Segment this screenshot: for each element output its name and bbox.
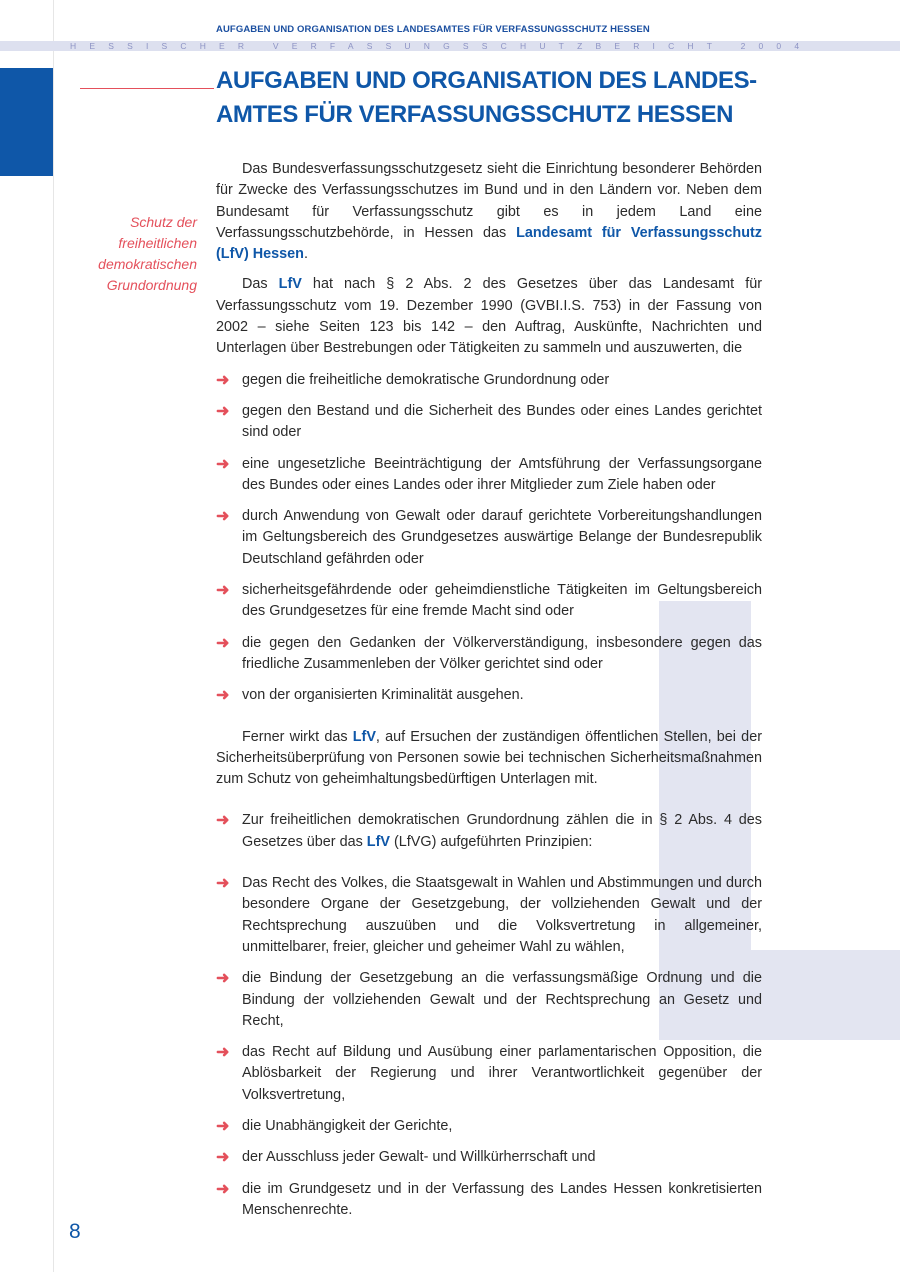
arrow-right-icon: ➜ bbox=[216, 508, 230, 526]
list-item-text: der Ausschluss jeder Gewalt- und Willkürherrschaft und bbox=[242, 1149, 596, 1166]
paragraph-text: Ferner wirkt das bbox=[242, 728, 353, 745]
margin-note-line: Schutz der bbox=[130, 214, 197, 230]
arrow-right-icon: ➜ bbox=[216, 634, 230, 652]
arrow-right-icon: ➜ bbox=[216, 687, 230, 705]
list-item-text: die Unabhängigkeit der Gerichte, bbox=[242, 1117, 453, 1134]
arrow-right-icon: ➜ bbox=[216, 812, 230, 830]
margin-note-line: Grundordnung bbox=[106, 277, 197, 293]
list-item-text: von der organisierten Kriminalität ausgehen. bbox=[242, 687, 524, 704]
paragraph-security-check bbox=[216, 727, 762, 791]
paragraph-text: (LfVG) aufgeführten Prinzipien: bbox=[389, 833, 593, 850]
arrow-right-icon: ➜ bbox=[216, 582, 230, 600]
arrow-right-icon: ➜ bbox=[216, 371, 230, 389]
list-item bbox=[216, 633, 762, 676]
list-item-text: das Recht auf Bildung und Ausübung einer parlamentarischen Opposition, die Ablösbarkeit der Regierung und ihrer Verantwortlichkeit gegenüber der Volksvertretung, bbox=[242, 1044, 762, 1103]
decorative-letter-l-foot bbox=[751, 950, 900, 1040]
arrow-right-icon: ➜ bbox=[216, 455, 230, 473]
left-margin-rule bbox=[53, 0, 54, 1272]
list-item-text: sicherheitsgefährdende oder geheimdienstliche Tätigkeiten im Geltungsbereich des Grundgesetzes für eine fremde Macht sind oder bbox=[242, 582, 762, 620]
list-item-text: die Bindung der Gesetzgebung an die verfassungsmäßige Ordnung und die Bindung der vollziehenden Gewalt und der Rechtsprechung an Gesetz und Recht, bbox=[242, 970, 762, 1029]
list-item-text: Das Recht des Volkes, die Staatsgewalt in Wahlen und Abstimmungen und durch besondere Organe der Gesetzgebung, der vollziehenden Gewalt und der Rechtsprechung auszuüben und die Volksvertretung in allgemeiner, unmittelbarer, freier, gleicher und geheimer Wahl zu wählen, bbox=[242, 875, 762, 955]
paragraph-principles-intro bbox=[216, 810, 762, 853]
paragraph-text: Das bbox=[242, 276, 279, 293]
paragraph-intro bbox=[216, 159, 762, 265]
paragraph-text: Zur freiheitlichen demokratischen Grundordnung zählen die in § 2 Abs. 4 des Gesetzes über das bbox=[242, 812, 762, 850]
list-item-text: gegen den Bestand und die Sicherheit des Bundes oder eines Landes gerichtet sind oder bbox=[242, 402, 762, 441]
paragraph-text: . bbox=[303, 246, 308, 263]
list-item bbox=[216, 1179, 762, 1222]
list-item bbox=[216, 1116, 762, 1137]
list-item bbox=[216, 1042, 762, 1106]
arrow-right-icon: ➜ bbox=[216, 402, 230, 420]
list-item bbox=[216, 1147, 762, 1168]
list-item-text: gegen die freiheitliche demokratische Grundordnung oder bbox=[242, 371, 610, 388]
body-text bbox=[216, 159, 762, 1221]
running-header: AUFGABEN UND ORGANISATION DES LANDESAMTES FÜR VERFASSUNGSSCHUTZ HESSEN bbox=[216, 24, 650, 35]
list-item-text: eine ungesetzliche Beeinträchtigung der Amtsführung der Verfassungsorgane des Bundes oder eines Landes oder ihrer Mitglieder zum Ziele haben oder bbox=[242, 455, 762, 493]
paragraph-text: , auf Ersuchen der zuständigen öffentlichen Stellen, bei der Sicherheitsüberprüfung von Personen sowie bei technischen Sicherheitsmaßnahmen zum Schutz von geheimhaltungsbedürftigen Unterlagen mit. bbox=[216, 728, 762, 788]
margin-note bbox=[60, 212, 197, 296]
lfv-abbreviation: LfV bbox=[366, 833, 390, 850]
arrow-right-icon: ➜ bbox=[216, 1180, 230, 1198]
arrow-right-icon: ➜ bbox=[216, 1117, 230, 1135]
lfv-abbreviation: LfV bbox=[278, 276, 302, 293]
arrow-right-icon: ➜ bbox=[216, 1044, 230, 1062]
margin-note-line: demokratischen bbox=[98, 256, 197, 272]
paragraph-text: hat nach § 2 Abs. 2 des Gesetzes über das Landesamt für Verfassungsschutz vom 19. Dezember 1990 (GVBI.I.S. 753) in der Fassung von 2002 – siehe Seiten 123 bis 142 – den Auftrag, Auskünfte, Nachrichten und Unterlagen über Bestrebungen oder Tätigkeiten zu sammeln und auszuwerten, die bbox=[216, 276, 762, 357]
list-item bbox=[216, 454, 762, 497]
chapter-color-block bbox=[0, 68, 53, 176]
header-band-text: HESSISCHER VERFASSUNGSSCHUTZBERICHT 2004 bbox=[70, 41, 813, 51]
arrow-right-icon: ➜ bbox=[216, 970, 230, 988]
margin-note-line: freiheitlichen bbox=[118, 235, 197, 251]
page-title-line-1: AUFGABEN UND ORGANISATION DES LANDES- bbox=[216, 67, 757, 94]
page-title-line-2: AMTES FÜR VERFASSUNGSSCHUTZ HESSEN bbox=[216, 101, 734, 128]
list-item bbox=[216, 580, 762, 623]
arrow-right-icon: ➜ bbox=[216, 875, 230, 893]
list-item bbox=[216, 968, 762, 1032]
list-item bbox=[216, 370, 762, 391]
arrow-right-icon: ➜ bbox=[216, 1149, 230, 1167]
page-title bbox=[216, 64, 757, 132]
list-item-text: die im Grundgesetz und in der Verfassung des Landes Hessen konkretisierten Menschenrechte. bbox=[242, 1180, 762, 1218]
paragraph-mandate bbox=[216, 274, 762, 359]
list-item-text: die gegen den Gedanken der Völkerverständigung, insbesondere gegen das friedliche Zusammenleben der Völker gerichtet sind oder bbox=[242, 634, 762, 672]
list-item bbox=[216, 401, 762, 444]
lfv-abbreviation: LfV bbox=[352, 728, 376, 745]
list-item-text: durch Anwendung von Gewalt oder darauf gerichtete Vorbereitungshandlungen im Geltungsbereich des Grundgesetzes auswärtige Belange der Bundesrepublik Deutschland gefährden oder bbox=[242, 508, 762, 567]
authority-name: Landesamt für Verfassungsschutz (LfV) Hessen bbox=[216, 224, 763, 263]
list-item bbox=[216, 873, 762, 958]
page-number: 8 bbox=[69, 1220, 81, 1243]
title-rule bbox=[80, 88, 214, 89]
list-item bbox=[216, 506, 762, 570]
list-item bbox=[216, 685, 762, 706]
paragraph-text: Das Bundesverfassungsschutzgesetz sieht die Einrichtung besonderer Behörden für Zwecke des Verfassungsschutzes im Bund und in den Ländern vor. Neben dem Bundesamt für Verfassungsschutz gibt es in jedem Land eine Verfassungsschutzbehörde, in Hessen das bbox=[216, 161, 762, 241]
